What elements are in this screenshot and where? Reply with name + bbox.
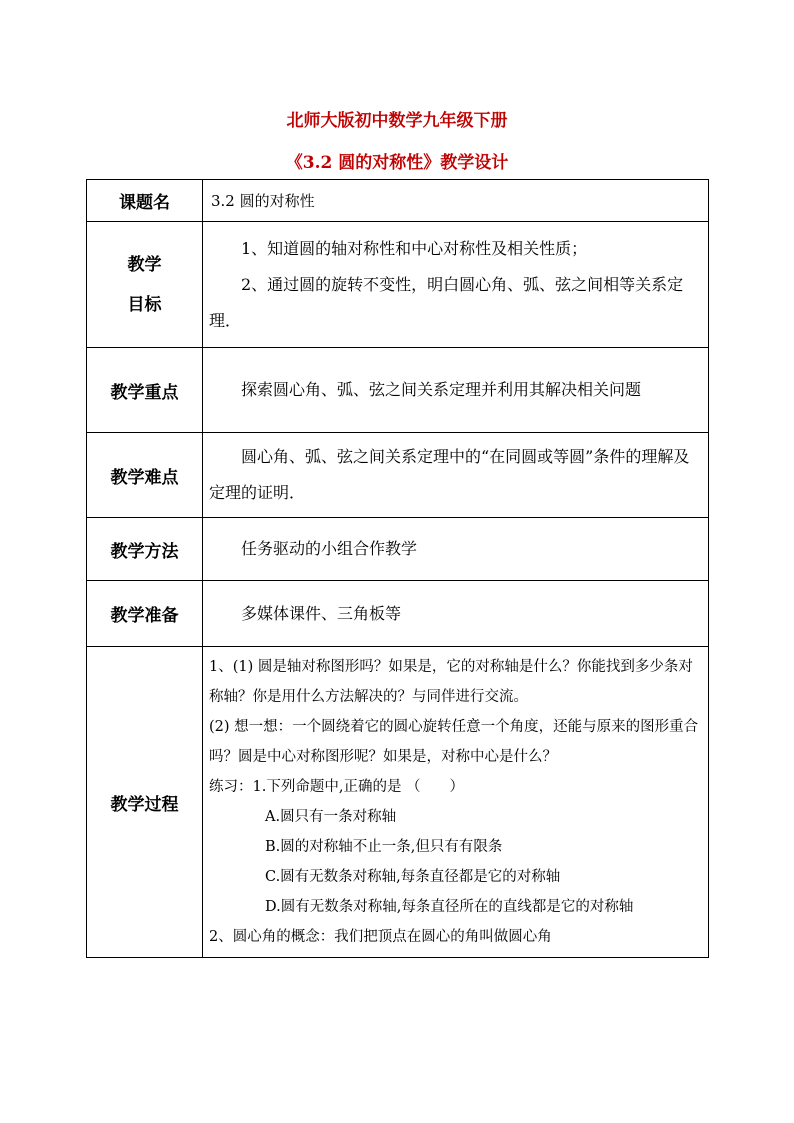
exercise-option: B.圆的对称轴不止一条,但只有有限条 [265, 839, 503, 855]
difficulties-value: 圆心角、弧、弦之间关系定理中的“在同圆或等圆”条件的理解及定理的证明． [209, 447, 690, 502]
document-title: 北师大版初中数学九年级下册 [286, 111, 508, 131]
row-difficulties [87, 433, 709, 518]
process-line: 2、圆心角的概念：我们把顶点在圆心的角叫做圆心角 [209, 929, 552, 945]
row-topic [87, 180, 709, 222]
goal-item: 2、通过圆的旋转不变性，明白圆心角、弧、弦之间相等关系定理． [209, 274, 684, 330]
row-methods [87, 518, 709, 581]
goals-label-line1: 教学 [127, 254, 162, 275]
process-line: 练习：1.下列命题中,正确的是 （ ） [209, 779, 465, 795]
row-process [87, 647, 709, 958]
preparation-label: 教学准备 [87, 581, 203, 647]
document-subtitle: 《3.2 圆的对称性》教学设计 [285, 153, 509, 173]
topic-value: 3.2 圆的对称性 [211, 192, 315, 210]
goals-label [87, 222, 203, 348]
process-content [203, 649, 708, 955]
row-preparation [87, 581, 709, 647]
goal-item: 1、知道圆的轴对称性和中心对称性及相关性质； [241, 238, 588, 258]
difficulties-label: 教学难点 [87, 433, 203, 518]
process-line: (2) 想一想：一个圆绕着它的圆心旋转任意一个角度，还能与原来的图形重合吗？圆是中心对称图形呢？如果是，对称中心是什么？ [209, 719, 699, 765]
topic-label: 课题名 [87, 180, 203, 222]
methods-label: 教学方法 [87, 518, 203, 581]
exercise-option: D.圆有无数条对称轴,每条直径所在的直线都是它的对称轴 [265, 899, 634, 915]
row-goals [87, 222, 709, 348]
lesson-plan-table [86, 179, 709, 958]
preparation-value: 多媒体课件、三角板等 [241, 603, 402, 623]
process-line: 1、(1) 圆是轴对称图形吗？如果是，它的对称轴是什么？你能找到多少条对称轴？你是用什么方法解决的？与同伴进行交流。 [209, 659, 693, 705]
methods-value: 任务驱动的小组合作教学 [241, 539, 418, 558]
key-points-label: 教学重点 [87, 348, 203, 433]
exercise-option: A.圆只有一条对称轴 [265, 809, 397, 825]
key-points-value: 探索圆心角、弧、弦之间关系定理并利用其解决相关问题 [241, 380, 642, 399]
row-key-points [87, 348, 709, 433]
exercise-option: C.圆有无数条对称轴,每条直径都是它的对称轴 [265, 869, 561, 885]
process-label: 教学过程 [87, 647, 203, 958]
goals-label-line2: 目标 [127, 294, 162, 315]
